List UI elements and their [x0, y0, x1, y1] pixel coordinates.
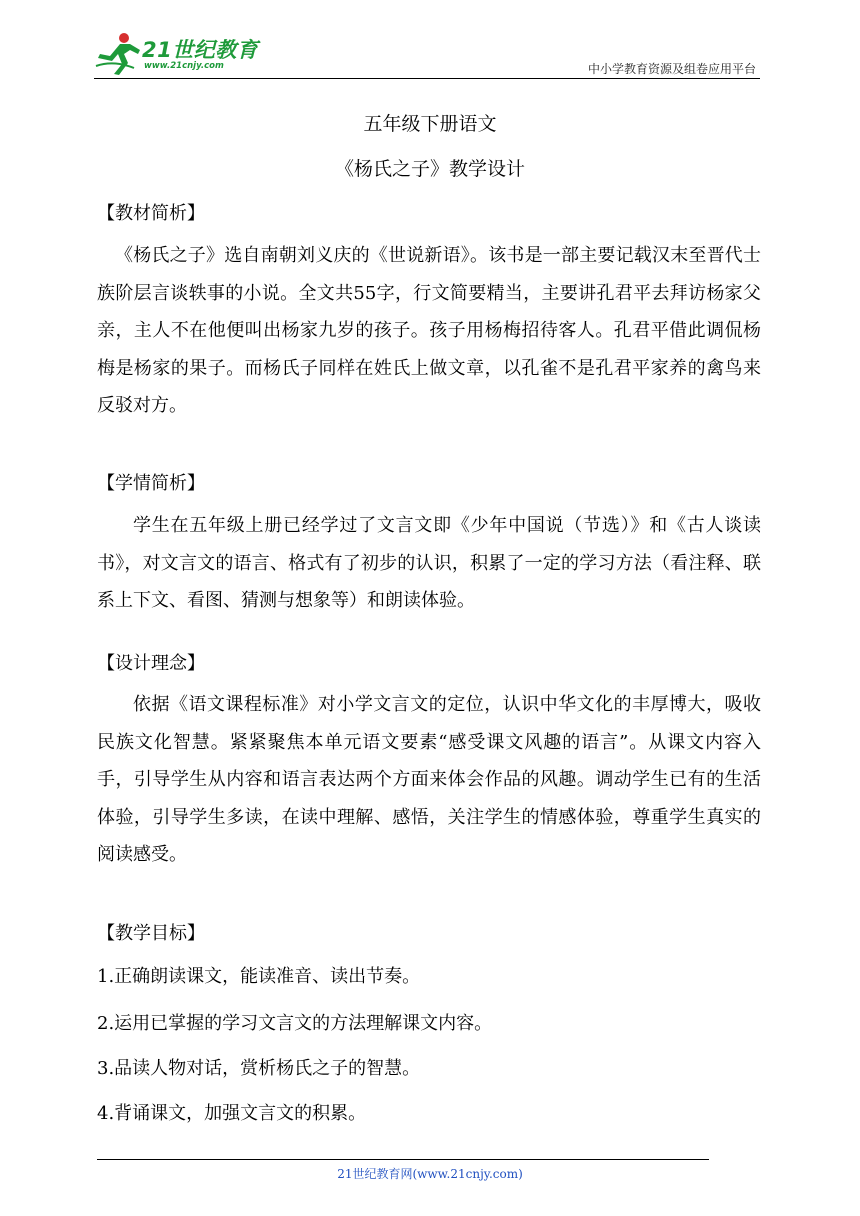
section-heading-student-analysis: 【学情简析】 [97, 473, 205, 494]
section-paragraph-design-concept: 依据《语文课程标准》对小学文言文的定位，认识中华文化的丰厚博大，吸收民族文化智慧。紧紧聚焦本单元语文要素“感受课文风趣的语言”。从课文内容入手，引导学生从内容和语言表达两个方面来体会作品的风趣。调动学生已有的生活体验，引导学生多读，在读中理解、感悟，关注学生的情感体验，尊重学生真实的阅读感受。 [97, 694, 761, 865]
page-header [94, 30, 760, 80]
logo-text: 21世纪教育 [142, 38, 259, 62]
section-paragraph-student-analysis: 学生在五年级上册已经学过了文言文即《少年中国说（节选）》和《古人谈读书》，对文言文的语言、格式有了初步的认识，积累了一定的学习方法（看注释、联系上下文、看图、猜测与想象等）和朗读体验。 [97, 515, 761, 611]
goal-item: 3.品读人物对话，赏析杨氏之子的智慧。 [97, 1058, 421, 1079]
section-paragraph-textbook-analysis: 《杨氏之子》选自南朝刘义庆的《世说新语》。该书是一部主要记载汉末至晋代士族阶层言谈轶事的小说。全文共55字，行文简要精当，主要讲孔君平去拜访杨家父亲，主人不在他便叫出杨家九岁的孩子。孩子用杨梅招待客人。孔君平借此调侃杨梅是杨家的果子。而杨氏子同样在姓氏上做文章，以孔雀不是孔君平家养的禽鸟来反驳对方。 [97, 245, 761, 416]
footer-divider [97, 1159, 709, 1160]
goal-item: 2.运用已掌握的学习文言文的方法理解课文内容。 [97, 1013, 493, 1034]
header-divider [94, 78, 760, 79]
grade-title: 五年级下册语文 [363, 113, 497, 135]
footer-link[interactable]: 21世纪教育网(www.21cnjy.com) [337, 1167, 523, 1181]
runner-logo-icon [94, 30, 142, 76]
site-logo[interactable] [94, 30, 264, 78]
goal-item: 1.正确朗读课文，能读准音、读出节奏。 [97, 966, 421, 987]
goal-item: 4.背诵课文，加强文言文的积累。 [97, 1103, 367, 1124]
section-heading-textbook-analysis: 【教材简析】 [97, 203, 205, 224]
section-heading-teaching-goals: 【教学目标】 [97, 923, 205, 944]
logo-url: www.21cnjy.com [144, 61, 224, 71]
lesson-title: 《杨氏之子》教学设计 [334, 158, 525, 180]
section-heading-design-concept: 【设计理念】 [97, 653, 205, 674]
platform-tagline: 中小学教育资源及组卷应用平台 [587, 62, 756, 76]
